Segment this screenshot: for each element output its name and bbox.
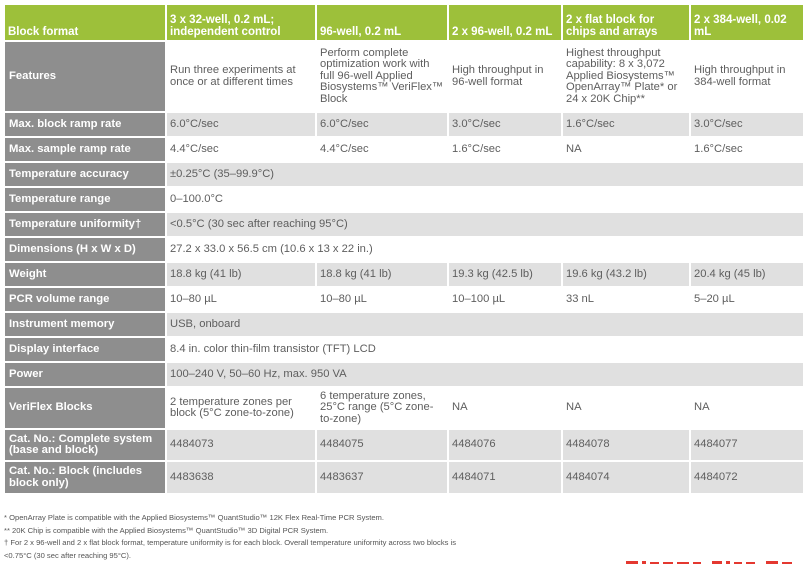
table-cell: 3.0°C/sec — [690, 112, 804, 137]
table-cell: NA — [562, 137, 690, 162]
table-row — [4, 137, 804, 162]
table-row — [4, 162, 804, 187]
row-label: Temperature accuracy — [4, 162, 166, 187]
table-cell: 3.0°C/sec — [448, 112, 562, 137]
footnote: † For 2 x 96-well and 2 x flat block format, temperature uniformity is for each block. Overall temperature uniformity across two blocks is — [4, 538, 457, 548]
table-cell: 10–80 µL — [166, 287, 316, 312]
table-cell: 27.2 x 33.0 x 56.5 cm (10.6 x 13 x 22 in.) — [166, 237, 804, 262]
table-cell: 8.4 in. color thin-film transistor (TFT) LCD — [166, 337, 804, 362]
column-header: 2 x flat block for chips and arrays — [562, 4, 690, 41]
row-label: Display interface — [4, 337, 166, 362]
table-cell: 4484076 — [448, 429, 562, 461]
table-header-row — [4, 4, 804, 41]
table-row — [4, 312, 804, 337]
table-cell: 1.6°C/sec — [562, 112, 690, 137]
row-label: Instrument memory — [4, 312, 166, 337]
table-cell: 4.4°C/sec — [166, 137, 316, 162]
brand-logo-icon — [626, 555, 796, 564]
table-row — [4, 187, 804, 212]
table-row — [4, 212, 804, 237]
table-cell: 18.8 kg (41 lb) — [166, 262, 316, 287]
column-header: Block format — [4, 4, 166, 41]
footnote: <0.75°C (30 sec after reaching 95°C). — [4, 550, 132, 560]
table-cell: 10–100 µL — [448, 287, 562, 312]
row-label: Temperature range — [4, 187, 166, 212]
table-cell: 33 nL — [562, 287, 690, 312]
table-cell: 4484073 — [166, 429, 316, 461]
footnotes — [4, 512, 644, 562]
table-row — [4, 262, 804, 287]
table-cell: ±0.25°C (35–99.9°C) — [166, 162, 804, 187]
table-row — [4, 112, 804, 137]
column-header: 3 x 32-well, 0.2 mL; independent control — [166, 4, 316, 41]
specifications-table — [3, 3, 805, 495]
table-cell: 6 temperature zones, 25°C range (5°C zone-to-zone) — [316, 387, 448, 429]
table-cell: High throughput in 96-well format — [448, 41, 562, 112]
column-header: 96-well, 0.2 mL — [316, 4, 448, 41]
row-label: PCR volume range — [4, 287, 166, 312]
table-cell: 4484077 — [690, 429, 804, 461]
row-label: Cat. No.: Complete system (base and block) — [4, 429, 166, 461]
table-cell: <0.5°C (30 sec after reaching 95°C) — [166, 212, 804, 237]
row-label: VeriFlex Blocks — [4, 387, 166, 429]
row-label: Max. block ramp rate — [4, 112, 166, 137]
table-cell: 19.6 kg (43.2 lb) — [562, 262, 690, 287]
row-label: Weight — [4, 262, 166, 287]
table-cell: Perform complete optimization work with full 96-well Applied Biosystems™ VeriFlex™ Block — [316, 41, 448, 112]
table-cell: 18.8 kg (41 lb) — [316, 262, 448, 287]
table-cell: NA — [690, 387, 804, 429]
table-cell: NA — [448, 387, 562, 429]
column-header: 2 x 96-well, 0.2 mL — [448, 4, 562, 41]
table-cell: 100–240 V, 50–60 Hz, max. 950 VA — [166, 362, 804, 387]
table-cell: 4484071 — [448, 461, 562, 494]
table-cell: 2 temperature zones per block (5°C zone-to-zone) — [166, 387, 316, 429]
table-cell: 5–20 µL — [690, 287, 804, 312]
table-cell: High throughput in 384-well format — [690, 41, 804, 112]
table-cell: 4484074 — [562, 461, 690, 494]
row-label: Max. sample ramp rate — [4, 137, 166, 162]
table-cell: 4483637 — [316, 461, 448, 494]
brand-logo-fragment — [626, 553, 796, 564]
row-label: Power — [4, 362, 166, 387]
table-row — [4, 387, 804, 429]
table-cell: 20.4 kg (45 lb) — [690, 262, 804, 287]
table-cell: 1.6°C/sec — [690, 137, 804, 162]
table-cell: 0–100.0°C — [166, 187, 804, 212]
footnote: * OpenArray Plate is compatible with the Applied Biosystems™ QuantStudio™ 12K Flex Real-Time PCR System. — [4, 513, 384, 522]
table-cell: NA — [562, 387, 690, 429]
table-cell: 4484075 — [316, 429, 448, 461]
row-label: Features — [4, 41, 166, 112]
table-row — [4, 429, 804, 461]
table-row — [4, 337, 804, 362]
table-row — [4, 362, 804, 387]
table-cell: 6.0°C/sec — [166, 112, 316, 137]
table-cell: 4483638 — [166, 461, 316, 494]
table-row — [4, 461, 804, 494]
table-cell: 1.6°C/sec — [448, 137, 562, 162]
table-cell: 6.0°C/sec — [316, 112, 448, 137]
table-cell: Highest throughput capability: 8 x 3,072 Applied Biosystems™ OpenArray™ Plate* or 24 x 20K Chip** — [562, 41, 690, 112]
table-cell: 4484078 — [562, 429, 690, 461]
table-cell: 4.4°C/sec — [316, 137, 448, 162]
row-label: Temperature uniformity† — [4, 212, 166, 237]
row-label: Cat. No.: Block (includes block only) — [4, 461, 166, 494]
row-label: Dimensions (H x W x D) — [4, 237, 166, 262]
table-cell: 19.3 kg (42.5 lb) — [448, 262, 562, 287]
footnote: ** 20K Chip is compatible with the Applied Biosystems™ QuantStudio™ 3D Digital PCR System. — [4, 525, 329, 535]
column-header: 2 x 384-well, 0.02 mL — [690, 4, 804, 41]
table-row — [4, 41, 804, 112]
table-cell: 10–80 µL — [316, 287, 448, 312]
table-cell: 4484072 — [690, 461, 804, 494]
table-cell: USB, onboard — [166, 312, 804, 337]
table-row — [4, 237, 804, 262]
table-cell: Run three experiments at once or at different times — [166, 41, 316, 112]
table-row — [4, 287, 804, 312]
